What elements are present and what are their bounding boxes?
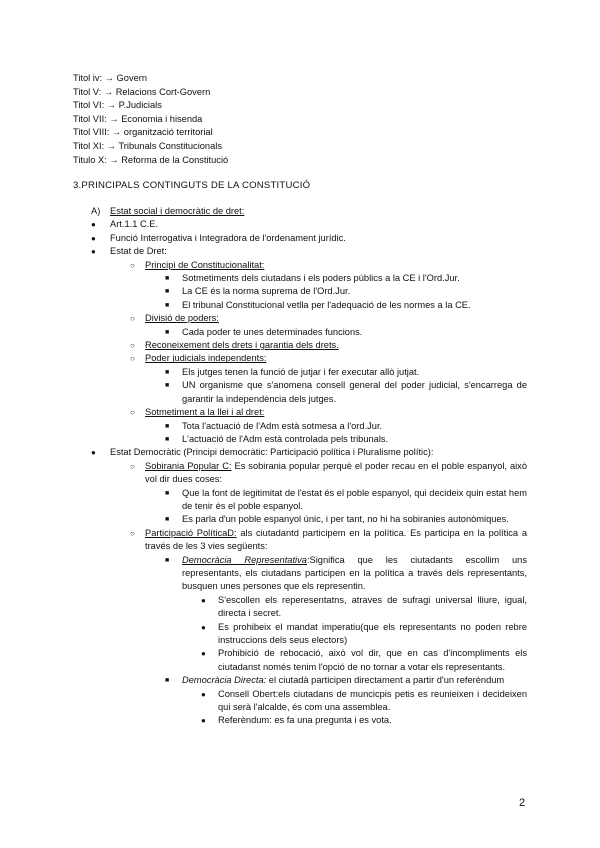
list-item [0, 379, 600, 406]
bullet-icon: ● [91, 448, 96, 458]
list-item [0, 406, 600, 419]
list-item [0, 688, 600, 715]
list-item [0, 621, 600, 648]
circle-bullet-icon: ○ [130, 354, 135, 364]
bullet-icon: ● [201, 622, 206, 632]
square-bullet-icon: ■ [165, 368, 170, 376]
list-item-text: Funció Interrogativa i Integradora de l'ordenament jurídic. [110, 232, 346, 243]
subsection-marker: A) [91, 206, 101, 216]
square-bullet-icon: ■ [165, 328, 170, 336]
list-item [0, 647, 600, 674]
list-item-text: UN organisme que s'anomena consell general del poder judicial, s'encarrega de garantir la independència dels jutges. [182, 380, 527, 404]
list-item-text: el ciutadà participen directament a partir d'un referèndum [266, 675, 505, 686]
square-bullet-icon: ■ [165, 422, 170, 430]
bullet-icon: ● [201, 716, 206, 726]
square-bullet-icon: ■ [165, 382, 170, 390]
bullet-icon: ● [201, 649, 206, 659]
list-item [0, 285, 600, 298]
title-line: Titol VIII: → organització territorial [73, 127, 213, 138]
list-item-text: Es sobirania popular perquè el poder recau en el poble espanyol, això vol dir dues coses: [145, 460, 528, 485]
title-line: Titol iv: → Govern [73, 73, 148, 83]
circle-bullet-icon: ○ [130, 260, 135, 270]
list-item-text: Consell Obert:els ciutadans de muncicpis petis es reunieixen i decideixen qui serà l'alcalde, és com una assemblea. [218, 688, 527, 713]
list-item-label: Participació PolíticaD: [145, 527, 237, 538]
bullet-icon: ● [91, 233, 96, 243]
list-item [0, 299, 600, 312]
list-item [0, 433, 600, 446]
title-line: Titulo X: → Reforma de la Constitució [73, 154, 229, 165]
list-item-text: Referèndum: es fa una pregunta i es vota. [218, 715, 392, 726]
list-item [0, 513, 600, 526]
subsection-title: Estat social i democràtic de dret: [110, 206, 245, 216]
list-item-text: Sotmetiments dels ciutadans i els poders públics a la CE i l'Ord.Jur. [182, 273, 460, 284]
title-line: Titol XI: → Tribunals Constitucionals [73, 140, 222, 151]
list-item [0, 339, 600, 352]
list-item-text: La CE és la norma suprema de l'Ord.Jur. [182, 286, 351, 297]
page-number: 2 [519, 797, 526, 809]
square-bullet-icon: ■ [165, 275, 170, 283]
list-item-text: Poder judicials independents: [145, 353, 267, 364]
section-heading: 3.PRINCIPALS CONTINGUTS DE LA CONSTITUCIÓ [73, 180, 311, 191]
bullet-icon: ● [201, 595, 206, 605]
list-item [0, 326, 600, 339]
list-item [0, 272, 600, 285]
list-item [0, 312, 600, 325]
list-item-text: Art.1.1 C.E. [110, 219, 159, 230]
list-item-text: Estat Democràtic (Principi democràtic: Participació política i Pluralisme polític): [110, 447, 434, 458]
list-item [0, 259, 600, 272]
titles-list [73, 72, 228, 167]
list-item-text: Divisió de poders: [145, 313, 219, 324]
circle-bullet-icon: ○ [130, 461, 135, 471]
list-item [0, 352, 600, 365]
list-item-text: S'escollen els reperesentatns, atraves de sufragi universal lliure, igual, directa i secret. [218, 594, 527, 619]
bullet-icon: ● [91, 220, 96, 230]
list-item [0, 366, 600, 379]
list-item-text: El tribunal Constitucional vetlla per l'adequació de les normes a la CE. [182, 299, 471, 310]
list-item [0, 245, 600, 258]
list-item-text: :Significa que les ciutadants escollim uns representants, els ciutadans participen en la política a través dels representants, busquen unes persones que els representin. [182, 554, 528, 592]
list-item [0, 460, 600, 487]
square-bullet-icon: ■ [165, 489, 170, 497]
circle-bullet-icon: ○ [130, 314, 135, 324]
circle-bullet-icon: ○ [130, 408, 135, 418]
list-item-text: L'actuació de l'Adm està controlada pels tribunals. [182, 433, 389, 444]
title-line: Titol V: → Relacions Cort-Govern [73, 86, 211, 97]
square-bullet-icon: ■ [165, 288, 170, 296]
list-item [0, 594, 600, 621]
list-item-text: Tota l'actuació de l'Adm està sotmesa a l'ord.Jur. [182, 420, 383, 431]
title-line: Titol VI: → P.Judicials [73, 100, 162, 111]
list-item-text: Es prohibeix el mandat imperatiu(que els representants no poden rebre instruccions dels seus electors) [218, 621, 527, 645]
list-item-text: als ciutadantd participem en la política. Es participa en la política a través de les 3 vies següents: [145, 527, 527, 552]
list-item [0, 420, 600, 433]
square-bullet-icon: ■ [165, 556, 170, 564]
list-item-text: Estat de Dret: [110, 246, 167, 257]
circle-bullet-icon: ○ [130, 528, 135, 538]
list-item [0, 446, 600, 459]
bullet-icon: ● [91, 247, 96, 257]
list-item [0, 527, 600, 554]
title-line: Titol VII: → Economia i hisenda [73, 113, 203, 124]
list-item-label: Democràcia Directa: [182, 675, 267, 686]
list-item [0, 232, 600, 245]
list-item-text: Cada poder te unes determinades funcions. [182, 326, 363, 337]
list-item [0, 218, 600, 231]
list-item [0, 674, 600, 687]
square-bullet-icon: ■ [165, 677, 170, 685]
list-item-text: Sotmetiment a la llei i al dret: [145, 407, 265, 418]
list-item-text: Es parla d'un poble espanyol únic, i per tant, no hi ha sobiranies autonòmiques. [182, 514, 509, 525]
list-item [0, 554, 600, 594]
list-item-text: Els jutges tenen la funció de jutjar i fer executar allò jutjat. [182, 366, 420, 377]
square-bullet-icon: ■ [165, 435, 170, 443]
list-item [0, 487, 600, 514]
list-item [0, 714, 600, 727]
outline-content [0, 205, 600, 728]
list-item-text: Que la font de legitimitat de l'estat és el poble espanyol, qui decideix quin estat hem de tenir és el poble espanyol. [182, 487, 527, 511]
square-bullet-icon: ■ [165, 516, 170, 524]
bullet-icon: ● [201, 689, 206, 699]
list-item-text: Principi de Constitucionalitat: [145, 259, 265, 270]
circle-bullet-icon: ○ [130, 341, 135, 351]
list-item-text: Reconeixement dels drets i garantia dels drets. [145, 340, 339, 351]
subsection-a [0, 205, 600, 218]
list-item-label: Democràcia Representativa [182, 554, 307, 565]
list-item-label: Sobirania Popular C: [145, 460, 232, 471]
list-item-text: Prohibició de rebocació, això vol dir, que en cas d'incompliments els ciutadanst només tenim l'opció de no tornar a votar els representants. [218, 648, 527, 672]
square-bullet-icon: ■ [165, 301, 170, 309]
